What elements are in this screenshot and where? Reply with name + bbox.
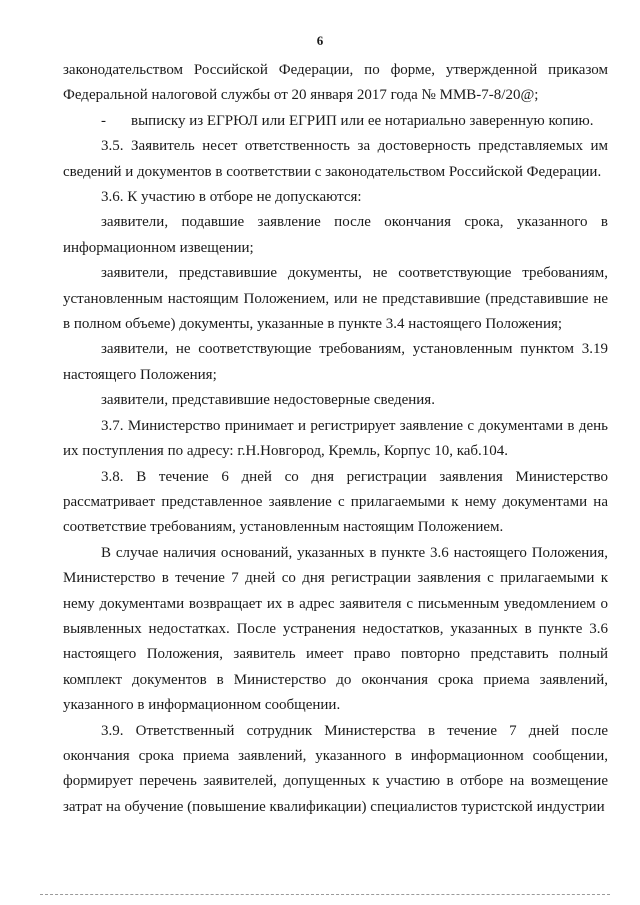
paragraph-exclusion-1: заявители, подавшие заявление после окончания срока, указанного в информационном извещении; — [63, 214, 608, 256]
list-dash: - — [101, 112, 106, 129]
paragraph-exclusion-4: заявители, представившие недостоверные сведения. — [101, 392, 435, 409]
paragraph-3-7: 3.7. Министерство принимает и регистрирует заявление с документами в день их поступления по адресу: г.Н.Новгород, Кремль, Корпус 10, каб.104. — [63, 417, 608, 460]
scan-edge-line — [40, 894, 610, 895]
paragraph-3-8: 3.8. В течение 6 дней со дня регистрации заявления Министерство рассматривает представленное заявление с прилагаемыми к нему документами на соответствие требованиям, установленным настоящим Положением. — [63, 468, 608, 536]
paragraph-exclusion-2: заявители, представившие документы, не соответствующие требованиям, установленным настоящим Положением, или не представившие (представившие не в полном объеме) документы, указанные в пункте 3.4 настоящего Положения; — [63, 265, 608, 333]
paragraph-3-9: 3.9. Ответственный сотрудник Министерства в течение 7 дней после окончания срока приема заявлений, указанного в информационном сообщении, формирует перечень заявителей, допущенных к участию в отборе на возмещение затрат на обучение (повышение квалификации) специалистов туристской индустрии — [63, 722, 608, 815]
dash-list-item — [63, 109, 608, 134]
paragraph-continuation: законодательством Российской Федерации, по форме, утвержденной приказом Федеральной налоговой службы от 20 января 2017 года № ММВ-7-8/20@; — [63, 62, 608, 104]
paragraph-3-8-return: В случае наличия оснований, указанных в пункте 3.6 настоящего Положения, Министерство в течение 7 дней со дня регистрации заявления с прилагаемыми к нему документами возвращает их в адрес заявителя с письменным уведомлением о выявленных недостатках. После устранения недостатков, указанных в пункте 3.6 настоящего Положения, заявитель имеет право повторно представить полный комплект документов в Министерство до окончания срока приема заявлений, указанного в информационном сообщении. — [63, 544, 608, 714]
document-body — [63, 58, 608, 820]
paragraph-exclusion-3: заявители, не соответствующие требованиям, установленным пунктом 3.19 настоящего Положения; — [63, 341, 608, 383]
list-item-text: выписку из ЕГРЮЛ или ЕГРИП или ее нотариально заверенную копию. — [131, 112, 594, 129]
page-number: 6 — [316, 33, 324, 48]
paragraph-3-5: 3.5. Заявитель несет ответственность за достоверность представляемых им сведений и документов в соответствии с законодательством Российской Федерации. — [63, 138, 608, 180]
paragraph-3-6: 3.6. К участию в отборе не допускаются: — [101, 189, 362, 206]
